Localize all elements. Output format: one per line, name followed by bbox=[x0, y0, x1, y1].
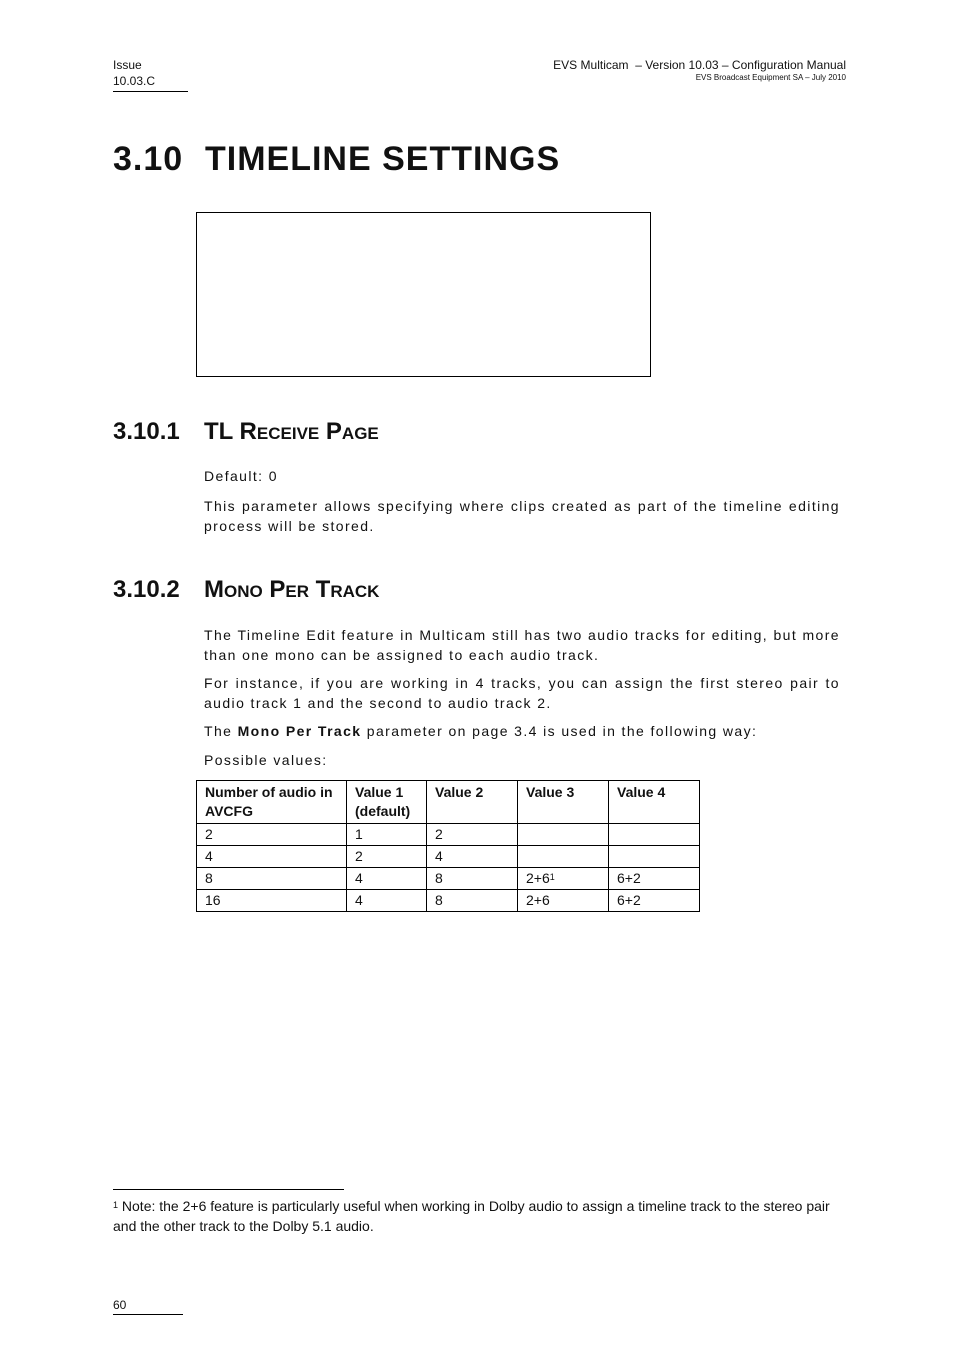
table-cell: 4 bbox=[347, 868, 427, 890]
table-header-row bbox=[197, 781, 700, 824]
table-cell: 6+2 bbox=[609, 890, 700, 912]
issue-number: 10.03.C bbox=[113, 74, 156, 88]
page-number: 60 bbox=[113, 1298, 183, 1315]
table-cell bbox=[609, 824, 700, 846]
document-title: EVS Multicam – Version 10.03 – Configuration Manual bbox=[553, 58, 846, 72]
subsection-title: TL Receive Page bbox=[204, 418, 379, 445]
table-cell bbox=[518, 868, 609, 890]
mono-per-track-paragraph-3 bbox=[204, 722, 840, 742]
subsection-heading-mono-per-track bbox=[113, 576, 379, 604]
mono-per-track-paragraph-2: For instance, if you are working in 4 tracks, you can assign the first stereo pair to audio track 1 and the second to audio track 2. bbox=[204, 675, 840, 711]
subsection-heading-tl-receive-page bbox=[113, 418, 379, 446]
footnote-marker: 1 bbox=[113, 1200, 119, 1210]
table-row bbox=[197, 868, 700, 890]
cell-value: 2+6 bbox=[526, 870, 550, 886]
footnote-reference[interactable]: 1 bbox=[549, 872, 555, 882]
table-cell: 8 bbox=[427, 868, 518, 890]
parameter-name: Mono Per Track bbox=[237, 723, 362, 739]
para3-pre: The bbox=[204, 723, 238, 739]
table-cell: 6+2 bbox=[609, 868, 700, 890]
table-header-cell: Number of audio in AVCFG bbox=[197, 781, 347, 824]
table-cell: 4 bbox=[197, 846, 347, 868]
table-cell: 8 bbox=[427, 890, 518, 912]
default-value-text: Default: 0 bbox=[204, 468, 278, 484]
subsection-number: 3.10.2 bbox=[113, 576, 180, 603]
table-row bbox=[197, 824, 700, 846]
possible-values-label: Possible values: bbox=[204, 752, 328, 768]
header-title-block bbox=[553, 57, 846, 83]
document-publisher: EVS Broadcast Equipment SA – July 2010 bbox=[695, 73, 846, 82]
subsection-title: Mono Per Track bbox=[204, 576, 380, 603]
table-cell: 8 bbox=[197, 868, 347, 890]
table-cell: 16 bbox=[197, 890, 347, 912]
mono-per-track-values-table bbox=[196, 780, 700, 912]
table-cell: 4 bbox=[427, 846, 518, 868]
table-cell bbox=[609, 846, 700, 868]
table-cell: 2+6 bbox=[518, 890, 609, 912]
section-title: TIMELINE SETTINGS bbox=[205, 140, 561, 178]
screenshot-placeholder bbox=[196, 212, 651, 377]
section-number: 3.10 bbox=[113, 140, 184, 178]
table-cell: 1 bbox=[347, 824, 427, 846]
section-heading bbox=[113, 140, 560, 179]
table-cell: 4 bbox=[347, 890, 427, 912]
table-header-cell: Value 1 (default) bbox=[347, 781, 427, 824]
mono-per-track-paragraph-1: The Timeline Edit feature in Multicam still has two audio tracks for editing, but more than one mono can be assigned to each audio track. bbox=[204, 627, 840, 663]
table-header-cell: Value 4 bbox=[609, 781, 700, 824]
footnote-separator bbox=[113, 1189, 344, 1190]
table-row bbox=[197, 846, 700, 868]
table-cell: 2 bbox=[197, 824, 347, 846]
table-row bbox=[197, 890, 700, 912]
header-issue bbox=[113, 57, 188, 92]
table-cell bbox=[518, 846, 609, 868]
table-header-cell: Value 3 bbox=[518, 781, 609, 824]
table-header-cell: Value 2 bbox=[427, 781, 518, 824]
para3-post: parameter on page 3.4 is used in the following way: bbox=[361, 723, 758, 739]
footnote bbox=[113, 1197, 848, 1236]
footnote-text: Note: the 2+6 feature is particularly useful when working in Dolby audio to assign a timeline track to the stereo pair and the other track to the Dolby 5.1 audio. bbox=[113, 1198, 830, 1234]
subsection-number: 3.10.1 bbox=[113, 418, 180, 445]
table-cell: 2 bbox=[427, 824, 518, 846]
table-cell bbox=[518, 824, 609, 846]
issue-label: Issue bbox=[113, 58, 142, 72]
tl-receive-page-description: This parameter allows specifying where clips created as part of the timeline editing process will be stored. bbox=[204, 498, 840, 534]
table-cell: 2 bbox=[347, 846, 427, 868]
